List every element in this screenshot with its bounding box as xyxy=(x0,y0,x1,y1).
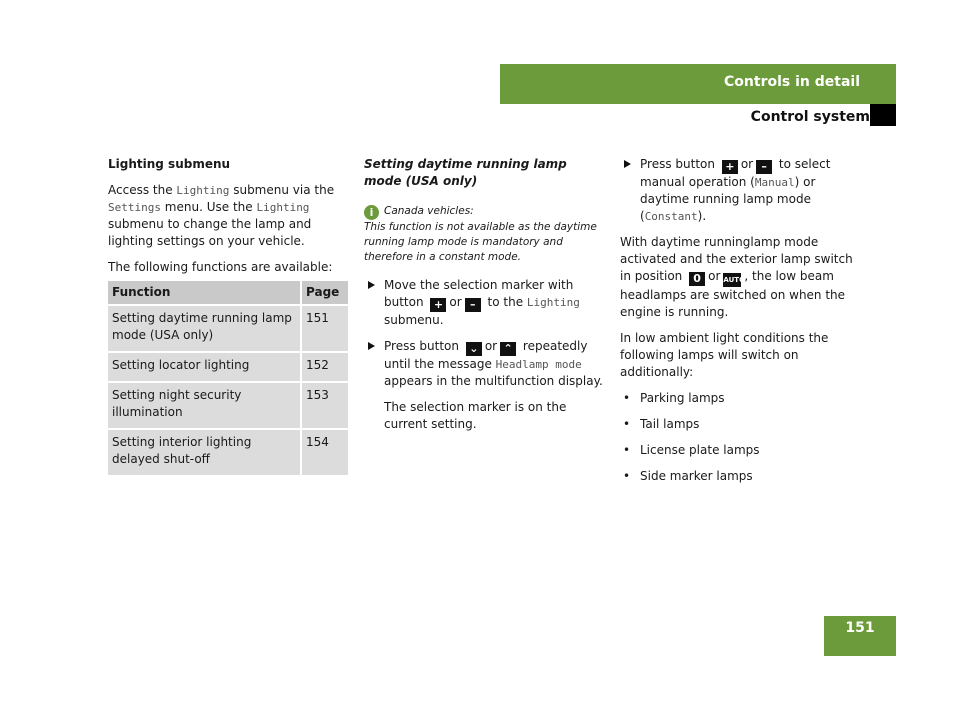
note-text: This function is not available as the daytime running lamp mode is mandatory and therefore in a constant mode. xyxy=(364,221,597,263)
step-select-mode: Press button + or – to select manual operation (Manual) or daytime running lamp mode (Constant). xyxy=(620,156,860,225)
canada-note xyxy=(364,204,604,265)
table-header-page: Page xyxy=(300,281,348,304)
header-title: Controls in detail xyxy=(724,74,860,90)
zero-position-icon: 0 xyxy=(689,272,705,286)
daytime-paragraph: With daytime runninglamp mode activated and the exterior lamp switch in position 0 or AUTO, the low beam headlamps are switched on when the engine is running. xyxy=(620,235,853,319)
down-key-icon: ⌄ xyxy=(466,342,482,356)
functions-table xyxy=(108,279,348,477)
list-item: • Tail lamps xyxy=(620,416,860,433)
page-number: 151 xyxy=(824,616,896,656)
header-subtitle: Control system xyxy=(750,109,870,125)
table-row xyxy=(108,430,348,475)
intro-paragraph: Access the Lighting submenu via the Settings menu. Use the Lighting submenu to change the lamp and lighting settings on your vehicle. xyxy=(108,183,335,248)
column-1 xyxy=(108,156,348,285)
minus-key-icon: – xyxy=(756,160,772,174)
step-move-marker: Move the selection marker with button + or – to the Lighting submenu. xyxy=(364,277,604,329)
list-item: • Side marker lamps xyxy=(620,468,860,485)
section-heading: Lighting submenu xyxy=(108,157,231,171)
section-heading-daytime: Setting daytime running lamp mode (USA only) xyxy=(364,157,567,188)
auto-position-icon: AUTO xyxy=(723,273,741,287)
info-icon: i xyxy=(364,205,379,220)
list-item: • Parking lamps xyxy=(620,390,860,407)
table-cell-page: 152 xyxy=(300,353,348,381)
table-cell-function: Setting locator lighting xyxy=(108,353,300,381)
column-3 xyxy=(620,156,860,494)
plus-key-icon: + xyxy=(430,298,446,312)
step-result: The selection marker is on the current setting. xyxy=(384,400,567,431)
table-cell-function: Setting interior lighting delayed shut-off xyxy=(108,430,300,475)
table-cell-function: Setting night security illumination xyxy=(108,383,300,428)
up-key-icon: ⌃ xyxy=(500,342,516,356)
column-2 xyxy=(364,156,604,442)
note-title: Canada vehicles: xyxy=(384,205,474,217)
table-row xyxy=(108,383,348,428)
table-row xyxy=(108,306,348,351)
table-cell-page: 154 xyxy=(300,430,348,475)
header-marker xyxy=(870,104,896,126)
table-cell-function: Setting daytime running lamp mode (USA only) xyxy=(108,306,300,351)
table-header-function: Function xyxy=(108,281,300,304)
minus-key-icon: – xyxy=(465,298,481,312)
table-header-row xyxy=(108,281,348,304)
list-item: • License plate lamps xyxy=(620,442,860,459)
header-bar xyxy=(500,64,896,104)
table-cell-page: 151 xyxy=(300,306,348,351)
step-press-button: Press button ⌄ or ⌃ repeatedly until the message Headlamp mode appears in the multifunction display. xyxy=(364,338,604,390)
table-cell-page: 153 xyxy=(300,383,348,428)
ambient-paragraph: In low ambient light conditions the following lamps will switch on additionally: xyxy=(620,331,829,379)
functions-intro: The following functions are available: xyxy=(108,260,333,274)
table-row xyxy=(108,353,348,381)
plus-key-icon: + xyxy=(722,160,738,174)
